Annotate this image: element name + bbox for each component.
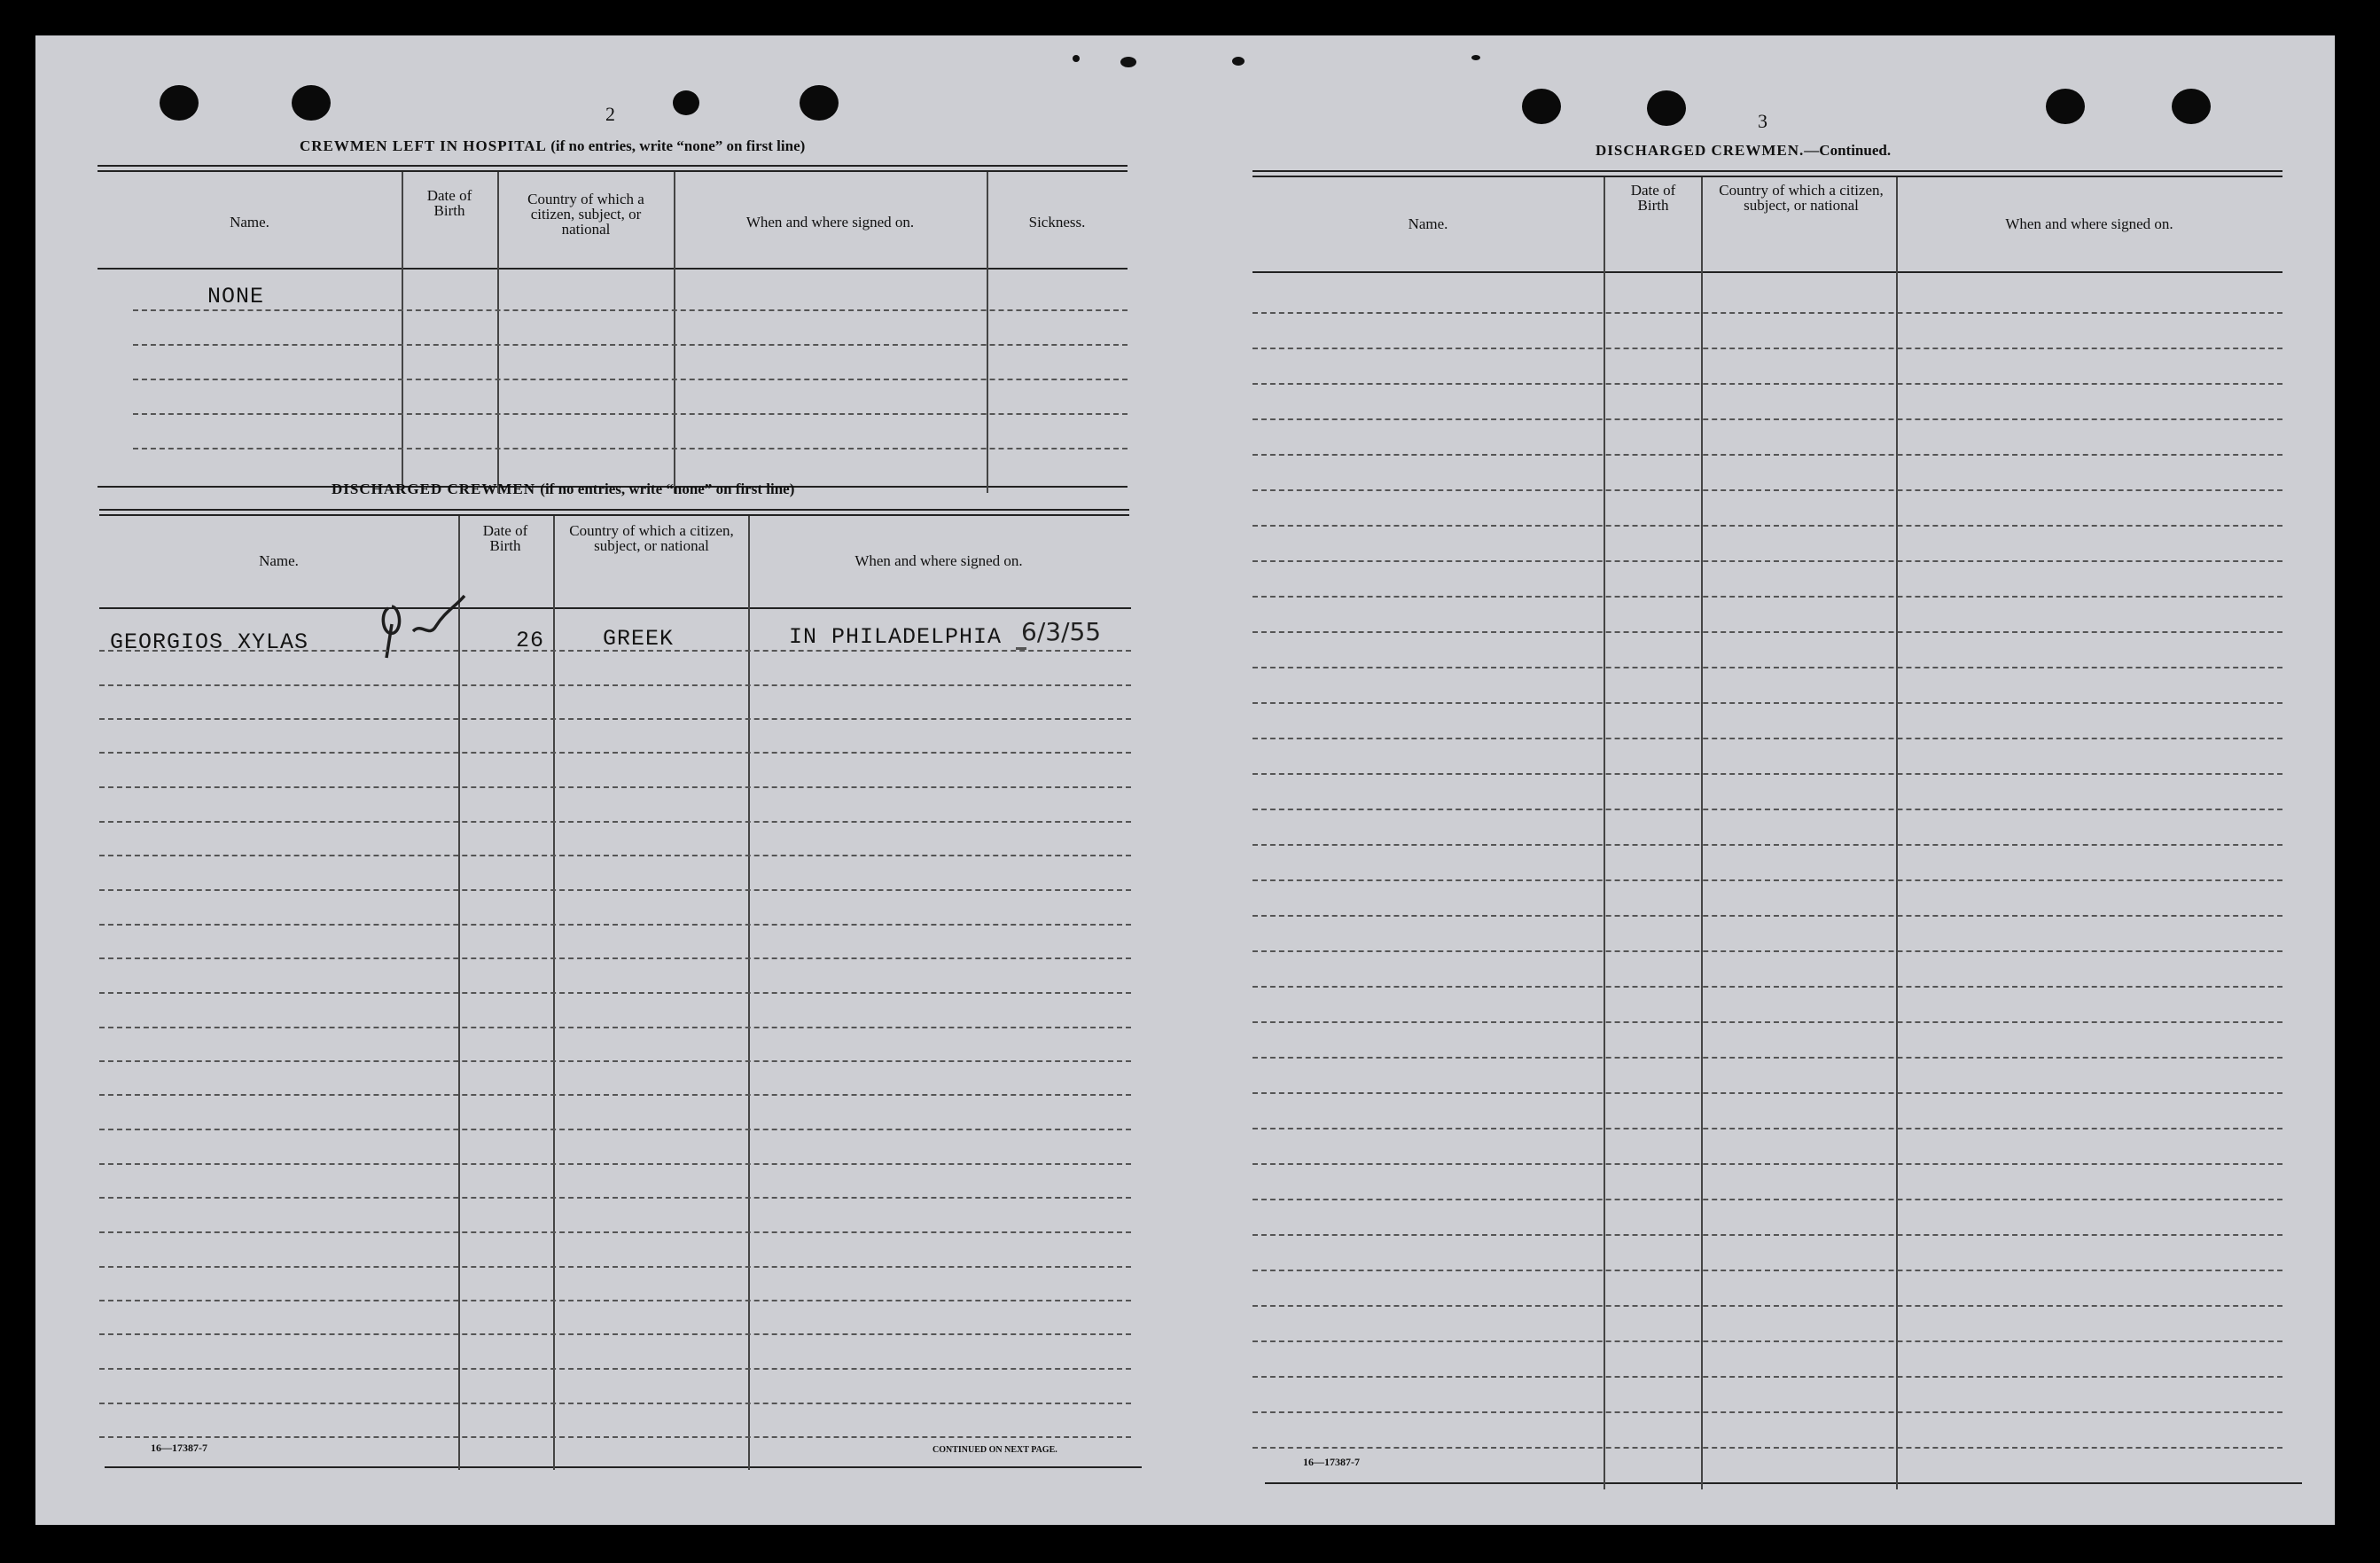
crewman-name: GEORGIOS XYLAS [110, 629, 309, 655]
continued-note: CONTINUED ON NEXT PAGE. [932, 1445, 1057, 1455]
hospital-section-title: CREWMEN LEFT IN HOSPITAL (if no entries, write “none” on first line) [300, 137, 806, 154]
column-header: Name. [259, 552, 299, 569]
discharged-continued-table [1252, 170, 2329, 1488]
punch-hole [2046, 89, 2085, 124]
ink-mark [1232, 57, 1245, 66]
punch-hole [2172, 89, 2211, 124]
column-header: Country of which a citizen, subject, or national [569, 522, 734, 554]
hospital-table [98, 165, 1128, 493]
column-header: When and where signed on. [745, 214, 915, 231]
crewman-signed-date: 6/3/55 [1021, 617, 1102, 646]
punch-hole [800, 85, 839, 121]
ink-mark [1120, 57, 1136, 67]
punch-hole [673, 90, 699, 115]
column-header: Date of Birth [482, 522, 528, 554]
crewman-signed-on: IN PHILADELPHIA [789, 624, 1003, 650]
form-number: 16—17387-7 [1303, 1456, 1360, 1468]
crewman-country: GREEK [603, 626, 675, 652]
punch-hole [1647, 90, 1686, 126]
discharged-table [99, 509, 1141, 1472]
column-header: Sickness. [1028, 214, 1086, 231]
ink-mark [1073, 55, 1080, 62]
column-header: Name. [230, 214, 269, 231]
discharged-section-title: DISCHARGED CREWMEN (if no entries, write “none” on first line) [332, 481, 795, 497]
ink-mark [1471, 55, 1480, 60]
column-header: When and where signed on. [854, 552, 1023, 569]
column-header: Country of which a citizen, subject, or national [527, 191, 644, 238]
column-header: When and where signed on. [2005, 215, 2173, 232]
punch-hole [292, 85, 331, 121]
column-header: Name. [1408, 215, 1448, 232]
punch-hole [1522, 89, 1561, 124]
column-header: Date of Birth [1630, 182, 1676, 214]
form-number: 16—17387-7 [151, 1442, 207, 1454]
discharged-continued-title: DISCHARGED CREWMEN.—Continued. [1596, 142, 1892, 159]
crewman-date-of-birth: 26 [516, 628, 545, 653]
column-header: Date of Birth [426, 187, 472, 219]
page-number: 3 [1758, 110, 1767, 132]
punch-hole [160, 85, 199, 121]
hospital-entry-none: NONE [207, 284, 265, 309]
page-number: 2 [605, 103, 615, 125]
document-sheet [35, 35, 2335, 1525]
handwritten-initial [376, 589, 473, 660]
column-header: Country of which a citizen, subject, or national [1719, 182, 1884, 214]
